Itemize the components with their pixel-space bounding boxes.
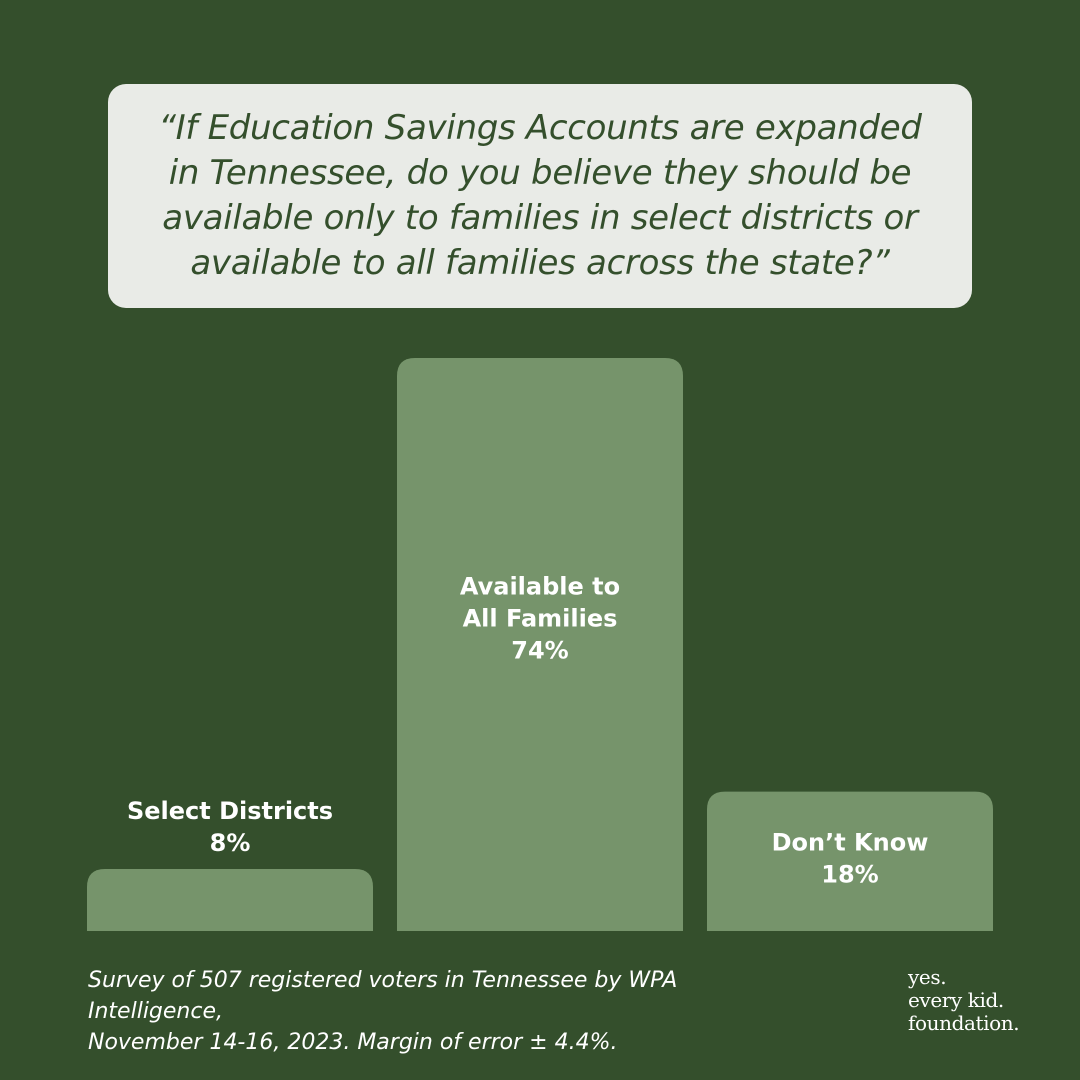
logo-line-3: foundation. [908,1011,1020,1035]
footnote-line-1: Survey of 507 registered voters in Tennessee by WPA Intelligence, [88,968,678,1024]
footnote [88,965,788,1058]
bar-label-select-districts-2: 8% [209,829,251,858]
bar-label-all-families-2: All Families [462,604,618,633]
bar-label-all-families-1: Available to [459,572,621,601]
logo-line-1: yes. [908,965,947,989]
brand-logo [908,966,1019,1035]
bar-label-select-districts-1: Select Districts [126,797,334,826]
bar-select-districts [87,869,373,931]
logo-line-2: every kid. [908,988,1004,1012]
question-text: “If Education Savings Accounts are expanded in Tennessee, do you believe they should be available only to families in select districts or available to all families across the state?” [158,108,922,283]
bar-label-dont-know-1: Don’t Know [771,828,929,857]
bar-label-all-families-3: 74% [511,636,569,665]
bar-label-dont-know-2: 18% [821,860,879,889]
footnote-line-2: November 14-16, 2023. Margin of error ± 4.4%. [88,1030,618,1055]
